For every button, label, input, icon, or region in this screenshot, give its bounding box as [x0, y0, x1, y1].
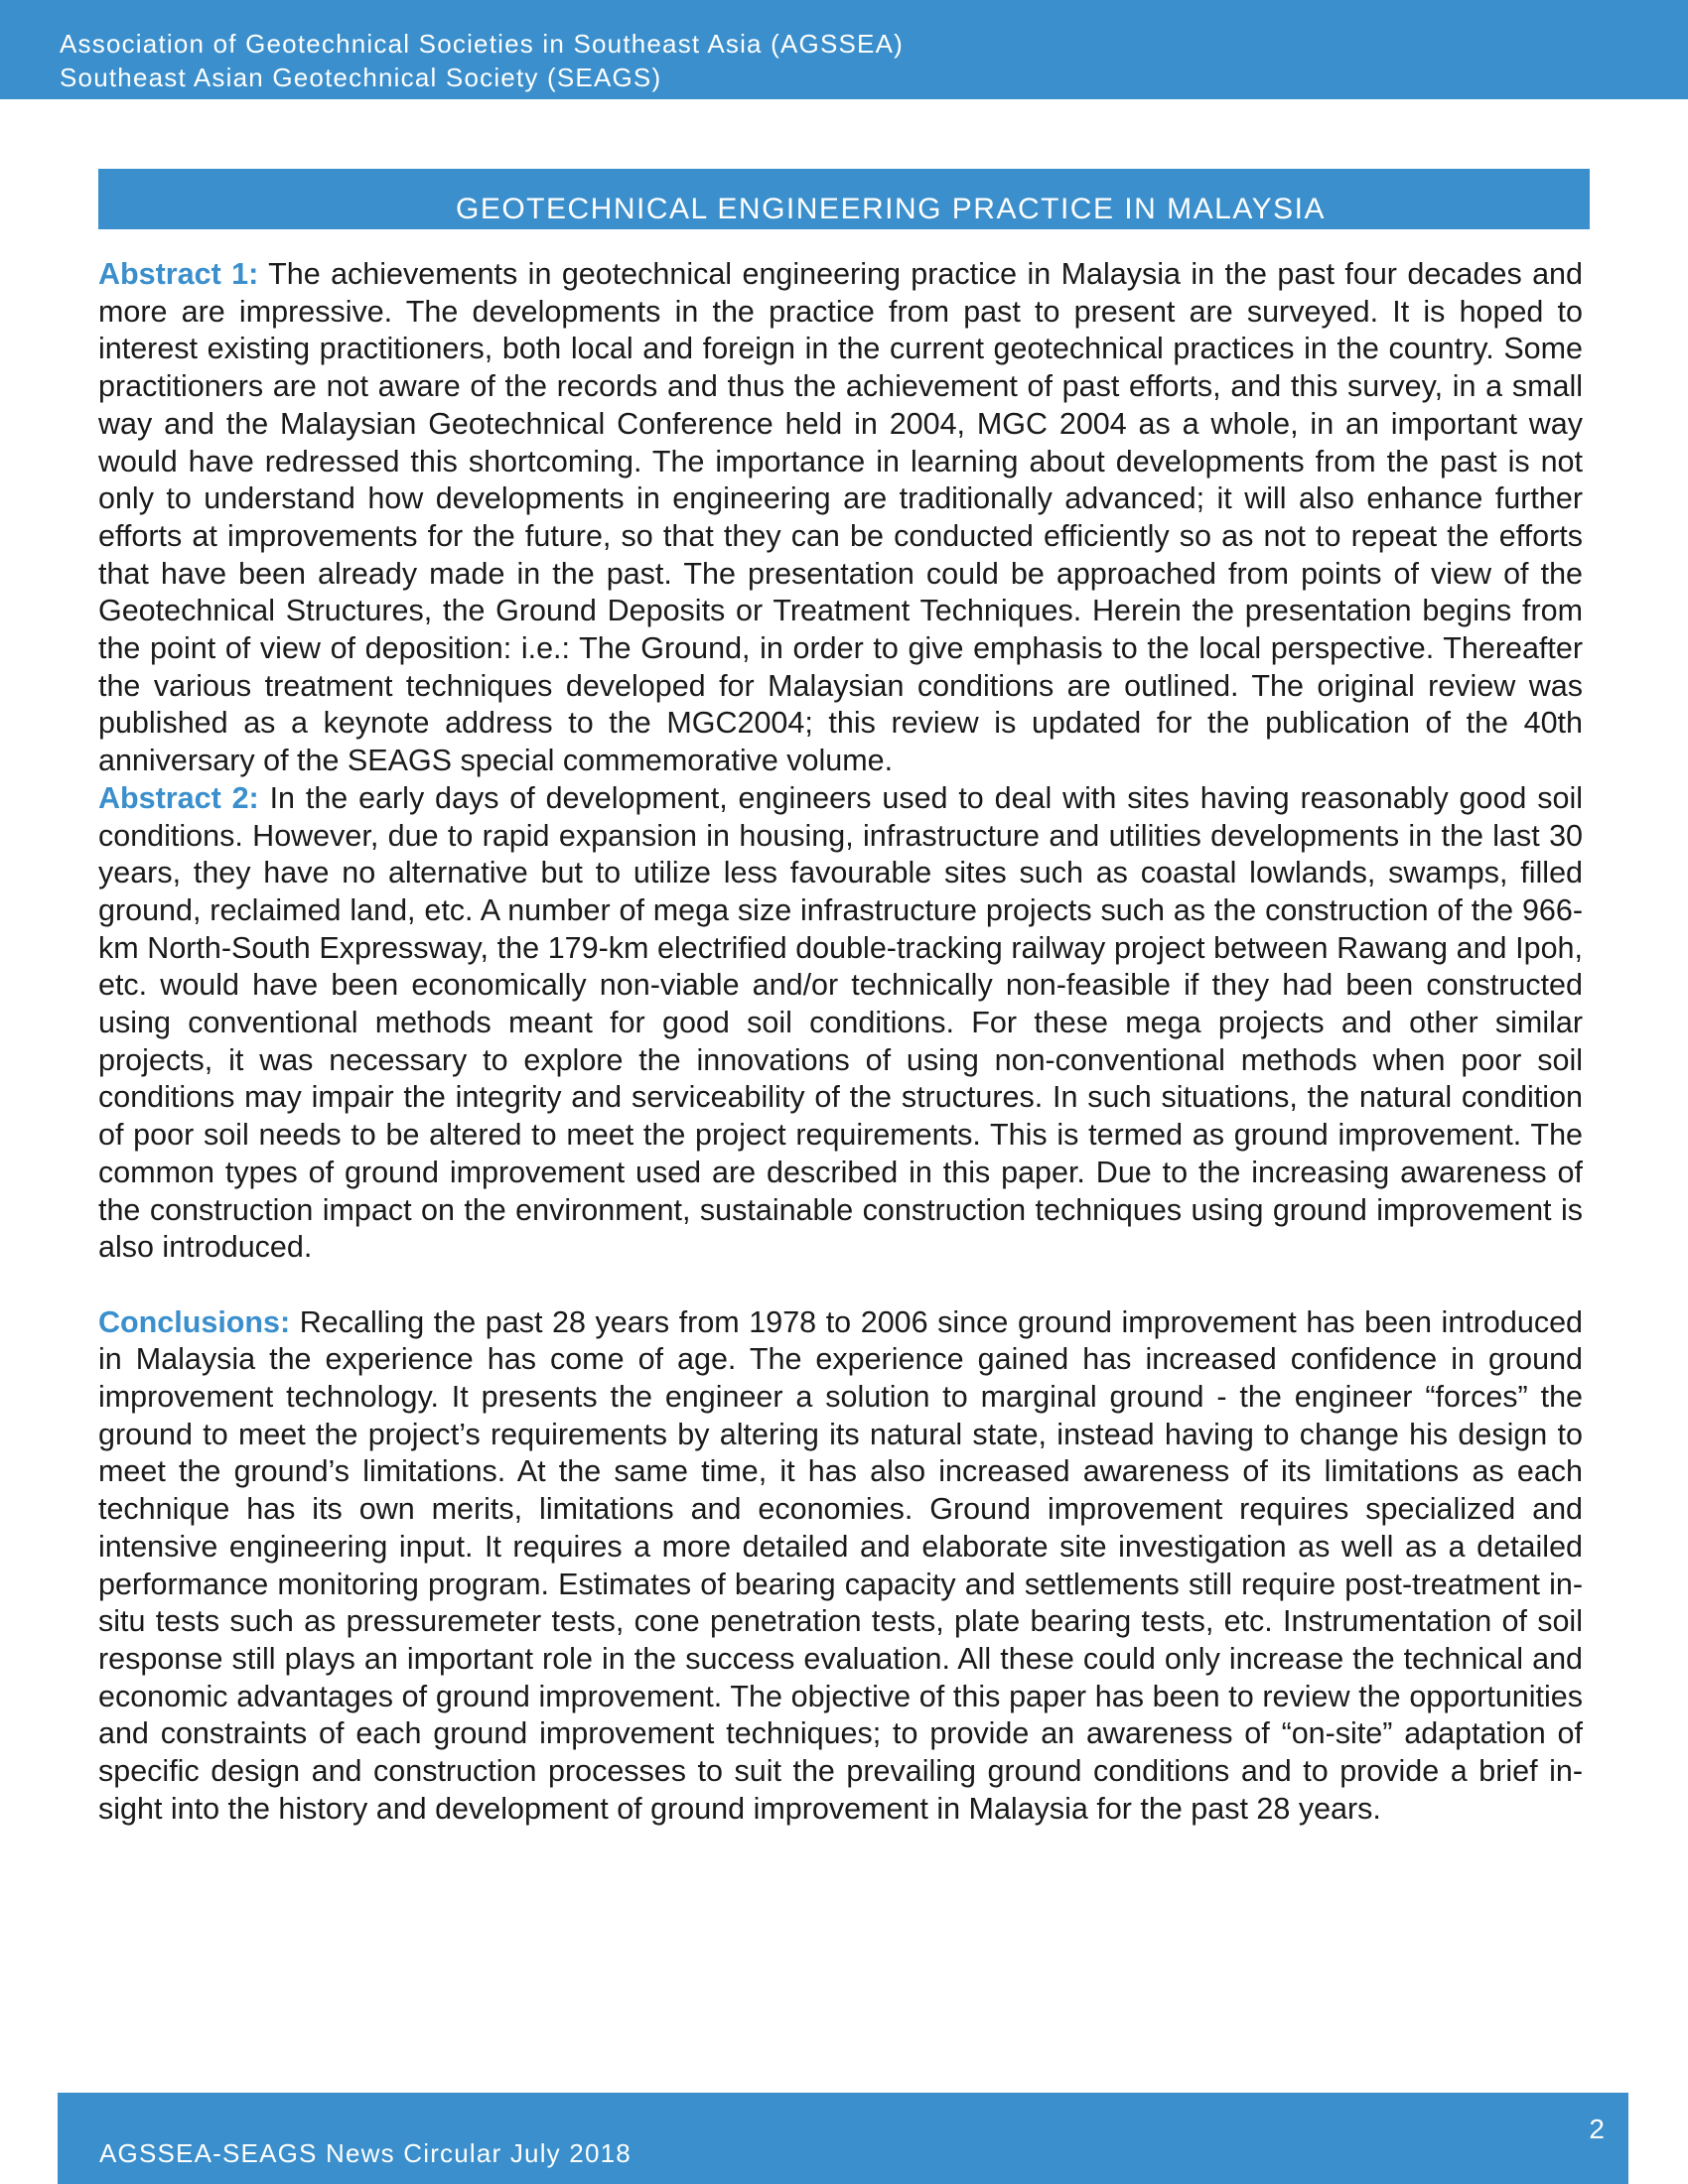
abstract-2-heading: Abstract 2: — [98, 780, 259, 815]
conclusions-heading: Conclusions: — [98, 1304, 291, 1339]
header-organization-seags: Southeast Asian Geotechnical Society (SEAGS) — [60, 63, 662, 92]
footer-publication: AGSSEA-SEAGS News Circular July 2018 — [99, 2138, 632, 2168]
header-organization-agssea: Association of Geotechnical Societies in Southeast Asia (AGSSEA) — [60, 29, 904, 59]
page-footer — [58, 2093, 1628, 2184]
abstract-2-paragraph — [98, 780, 1583, 1267]
page-header — [0, 0, 1688, 99]
page-number: 2 — [1589, 2114, 1605, 2144]
abstract-1-text: The achievements in geotechnical engineering practice in Malaysia in the past four decades and more are impressive. The developments in the practice from past to present are surveyed. It is hoped to interest existing practitioners, both local and foreign in the current geotechnical practices in the country. Some practitioners are not aware of the records and thus the achievement of past efforts, and this survey, in a small way and the Malaysian Geotechnical Conference held in 2004, MGC 2004 as a whole, in an important way would have redressed this shortcoming. The importance in learning about developments from the past is not only to understand how developments in engineering are traditionally advanced; it will also enhance further efforts at improvements for the future, so that they can be conducted efficiently so as not to repeat the efforts that have been already made in the past. The presentation could be approached from points of view of the Geotechnical Structures, the Ground Deposits or Treatment Techniques. Herein the presentation begins from the point of view of deposition: i.e.: The Ground, in order to give emphasis to the local perspective. Thereafter the various treatment techniques developed for Malaysian conditions are outlined. The original review was published as a keynote address to the MGC2004; this review is updated for the publication of the 40th anniversary of the SEAGS special commemorative volume. — [98, 257, 1583, 778]
abstract-1-heading: Abstract 1: — [98, 257, 259, 291]
conclusions-text: Recalling the past 28 years from 1978 to 2006 since ground improvement has been introduced in Malaysia the experience has come of age. The experience gained has increased confidence in ground improvement technology. It presents the engineer a solution to marginal ground - the engineer “forces” the ground to meet the project’s requirements by altering its natural state, instead having to change his design to meet the ground’s limitations. At the same time, it has also increased awareness of its limitations as each technique has its own merits, limitations and economies. Ground improvement requires specialized and intensive engineering input. It requires a more detailed and elaborate site investigation as well as a detailed performance monitoring program. Estimates of bearing capacity and settlements still require post-treatment in- situ tests such as pressuremeter tests, cone penetration tests, plate bearing tests, etc. Instrumentation of soil response still plays an important role in the success evaluation. All these could only increase the technical and economic advantages of ground improvement. The objective of this paper has been to review the opportunities and constraints of each ground improvement techniques; to provide an awareness of “on-site” adaptation of specific design and construction processes to suit the prevailing ground conditions and to provide a brief in-sight into the history and development of ground improvement in Malaysia for the past 28 years. — [98, 1304, 1583, 1826]
abstract-1-paragraph — [98, 256, 1583, 780]
article-title: GEOTECHNICAL ENGINEERING PRACTICE IN MALAYSIA — [456, 193, 1326, 225]
article-body — [98, 256, 1583, 1829]
conclusions-paragraph — [98, 1304, 1583, 1829]
title-bar — [98, 169, 1590, 229]
abstract-2-text: In the early days of development, engineers used to deal with sites having reasonably good soil conditions. However, due to rapid expansion in housing, infrastructure and utilities developments in the last 30 years, they have no alternative but to utilize less favourable sites such as coastal lowlands, swamps, filled ground, reclaimed land, etc. A number of mega size infrastructure projects such as the construction of the 966-km North-South Expressway, the 179-km electrified double-tracking railway project between Rawang and Ipoh, etc. would have been economically non-viable and/or technically non-feasible if they had been constructed using conventional methods meant for good soil conditions. For these mega projects and other similar projects, it was necessary to explore the innovations of using non-conventional methods when poor soil conditions may impair the integrity and serviceability of the structures. In such situations, the natural condition of poor soil needs to be altered to meet the project requirements. This is termed as ground improvement. The common types of ground improvement used are described in this paper. Due to the increasing awareness of the construction impact on the environment, sustainable construction techniques using ground improvement is also introduced. — [98, 780, 1584, 1265]
